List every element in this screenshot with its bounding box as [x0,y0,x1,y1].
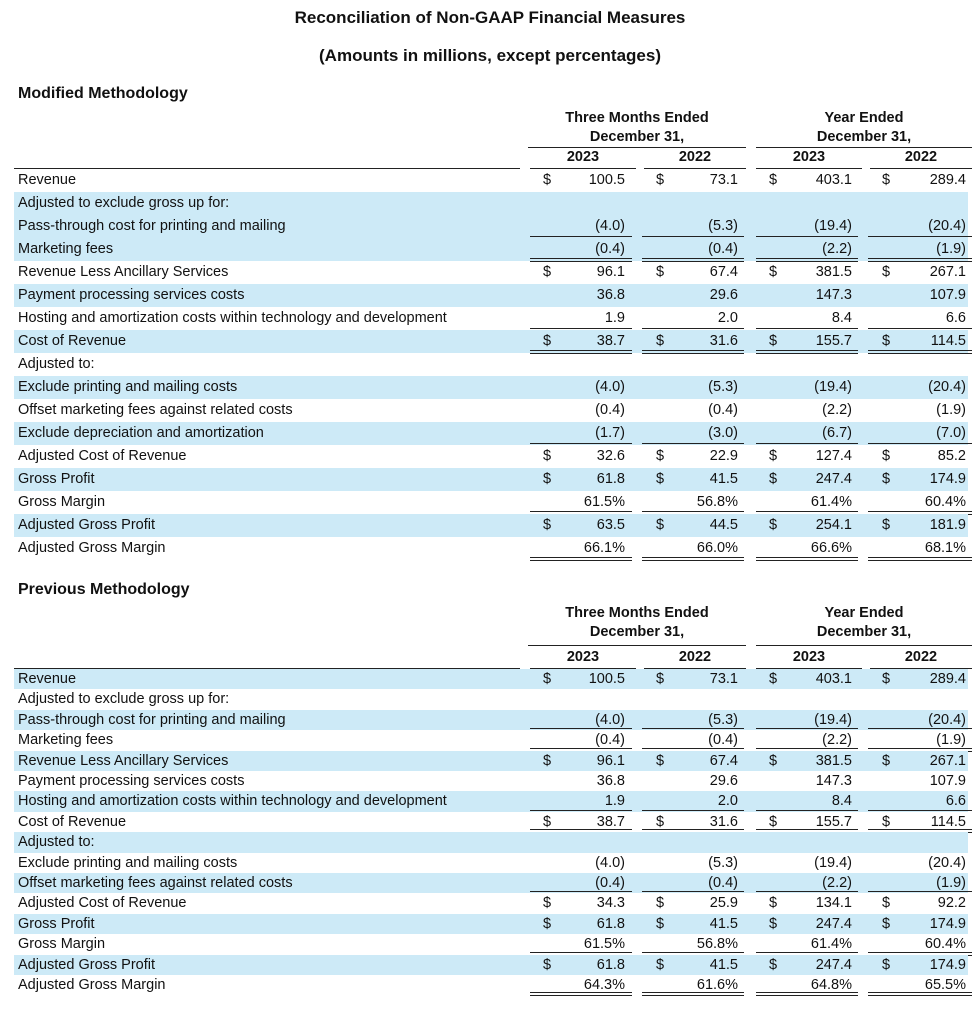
cell-value: 41.5 [709,471,738,487]
row-label: Offset marketing fees against related costs [18,402,293,418]
subtotal-rule [642,328,744,329]
cell-value: 8.4 [831,310,852,326]
cell-value: 29.6 [709,287,738,303]
currency-symbol: $ [882,752,891,769]
cell-value: 114.5 [930,333,966,349]
total-double-rule [530,992,632,996]
table-row [14,169,968,192]
currency-symbol: $ [543,264,552,280]
cell-value: 267.1 [929,752,966,769]
cell-value: 61.4% [810,494,852,510]
currency-symbol: $ [656,956,665,973]
subtotal-rule [642,891,744,892]
year-header: 2023 [792,649,826,665]
currency-symbol: $ [656,671,665,687]
table-row [14,873,968,893]
total-double-rule [642,557,744,561]
cell-value: 100.5 [588,172,625,188]
currency-symbol: $ [656,333,665,349]
row-label: Adjusted Cost of Revenue [18,448,187,464]
cell-value: 22.9 [709,448,738,464]
subtotal-rule [868,728,972,729]
cell-value: 1.9 [604,310,625,326]
cell-value: 67.4 [709,752,738,769]
cell-value: 247.4 [815,956,852,973]
cell-value: 174.9 [929,471,966,487]
cell-value: 67.4 [709,264,738,280]
currency-symbol: $ [656,172,665,188]
total-double-rule [642,992,744,996]
row-label: Gross Profit [18,471,95,487]
row-label: Adjusted Gross Margin [18,977,166,993]
currency-symbol: $ [882,517,891,533]
row-label: Payment processing services costs [18,773,245,789]
subtotal-rule [642,236,744,237]
column-group-subheader: December 31, [816,129,912,145]
subtotal-rule [530,728,632,729]
cell-value: 247.4 [815,915,852,932]
row-label: Cost of Revenue [18,333,127,349]
currency-symbol: $ [769,671,778,687]
cell-value: 41.5 [709,956,738,973]
row-label: Adjusted Gross Profit [18,517,155,533]
currency-symbol: $ [769,264,778,280]
row-label: Adjusted to: [18,834,95,851]
cell-value: 63.5 [596,517,625,533]
table-row [14,975,968,995]
column-group-header: Three Months Ended [565,605,709,621]
cell-value: (5.3) [708,854,738,871]
cell-value: (19.4) [814,711,852,728]
row-label: Payment processing services costs [18,287,245,303]
currency-symbol: $ [656,895,665,912]
subtotal-rule [530,891,632,892]
cell-value: (0.4) [595,402,625,418]
currency-symbol: $ [543,956,552,973]
total-double-rule [868,992,972,996]
table-row [14,399,968,422]
row-label: Adjusted to: [18,356,95,372]
currency-symbol: $ [882,915,891,932]
cell-value: (6.7) [822,425,852,441]
currency-symbol: $ [656,915,665,932]
currency-symbol: $ [656,264,665,280]
cell-value: 61.8 [596,915,625,932]
table-row [14,284,968,307]
column-group-subheader: December 31, [589,624,685,640]
table-row [14,934,968,954]
cell-value: 61.5% [583,936,625,953]
subtotal-rule [530,328,632,329]
cell-value: 1.9 [604,793,625,810]
cell-value: (0.4) [708,402,738,418]
cell-value: (4.0) [595,711,625,728]
cell-value: 66.0% [696,540,738,556]
row-label: Pass-through cost for printing and mailing [18,218,286,234]
currency-symbol: $ [543,172,552,188]
row-label: Hosting and amortization costs within technology and development [18,793,447,810]
cell-value: 289.4 [929,671,966,687]
row-label: Cost of Revenue [18,813,127,830]
table-row [14,422,968,445]
cell-value: (0.4) [708,875,738,891]
cell-value: 92.2 [937,895,966,912]
cell-value: 73.1 [709,671,738,687]
row-label: Pass-through cost for printing and mailing [18,711,286,728]
column-group-subheader: December 31, [589,129,685,145]
row-label: Gross Profit [18,915,95,932]
currency-symbol: $ [543,671,552,687]
total-double-rule [756,557,858,561]
cell-value: (2.2) [822,402,852,418]
table-row [14,853,968,873]
cell-value: 155.7 [815,333,852,349]
row-label: Exclude printing and mailing costs [18,854,238,871]
currency-symbol: $ [882,333,891,349]
cell-value: 25.9 [709,895,738,912]
table-row [14,832,968,852]
subtotal-rule [756,728,858,729]
row-label: Offset marketing fees against related costs [18,875,293,891]
cell-value: 174.9 [929,956,966,973]
cell-value: 31.6 [709,813,738,830]
currency-symbol: $ [882,172,891,188]
cell-value: 134.1 [815,895,852,912]
cell-value: 44.5 [709,517,738,533]
cell-value: 61.5% [583,494,625,510]
table-row [14,330,968,353]
row-label: Revenue [18,671,77,687]
subtotal-rule [868,443,972,444]
cell-value: (20.4) [928,854,966,871]
cell-value: 155.7 [815,813,852,830]
currency-symbol: $ [543,752,552,769]
subtotal-rule [756,810,858,811]
currency-symbol: $ [543,813,552,830]
currency-symbol: $ [769,333,778,349]
currency-symbol: $ [882,671,891,687]
subtotal-rule [868,891,972,892]
currency-symbol: $ [543,448,552,464]
year-header: 2022 [678,649,712,665]
cell-value: 36.8 [596,773,625,789]
section-title: Modified Methodology [18,85,188,102]
cell-value: 96.1 [596,752,625,769]
cell-value: 100.5 [588,671,625,687]
currency-symbol: $ [882,895,891,912]
cell-value: (5.3) [708,379,738,395]
subtotal-rule [530,810,632,811]
cell-value: 147.3 [815,287,852,303]
row-label: Revenue [18,172,77,188]
cell-value: (19.4) [814,854,852,871]
row-label: Adjusted to exclude gross up for: [18,691,230,708]
cell-value: 289.4 [929,172,966,188]
year-header: 2022 [904,649,938,665]
currency-symbol: $ [656,517,665,533]
cell-value: 32.6 [596,448,625,464]
currency-symbol: $ [882,956,891,973]
cell-value: (19.4) [814,218,852,234]
column-group-header: Year Ended [824,110,904,126]
cell-value: 147.3 [815,773,852,789]
cell-value: 61.6% [696,977,738,993]
currency-symbol: $ [769,813,778,830]
cell-value: (0.4) [595,732,625,749]
cell-value: (0.4) [595,875,625,891]
cell-value: 403.1 [815,172,852,188]
table-row [14,893,968,913]
cell-value: 56.8% [696,936,738,953]
cell-value: 56.8% [696,494,738,510]
cell-value: 66.6% [810,540,852,556]
currency-symbol: $ [882,264,891,280]
cell-value: 41.5 [709,915,738,932]
cell-value: 38.7 [596,813,625,830]
cell-value: 85.2 [937,448,966,464]
cell-value: 403.1 [815,671,852,687]
row-label: Gross Margin [18,494,106,510]
cell-value: 2.0 [717,793,738,810]
table-row [14,771,968,791]
row-label: Revenue Less Ancillary Services [18,752,229,769]
cell-value: (1.9) [936,402,966,418]
currency-symbol: $ [882,448,891,464]
cell-value: (2.2) [822,732,852,749]
section-title: Previous Methodology [18,581,190,598]
table-row [14,689,968,709]
cell-value: 181.9 [929,517,966,533]
cell-value: 64.3% [583,977,625,993]
cell-value: (1.9) [936,875,966,891]
year-header: 2023 [792,149,826,165]
currency-symbol: $ [769,895,778,912]
cell-value: (1.7) [595,425,625,441]
cell-value: 73.1 [709,172,738,188]
table-row [14,514,968,537]
cell-value: (0.4) [708,732,738,749]
table-row [14,730,968,750]
subtotal-rule [868,236,972,237]
currency-symbol: $ [543,517,552,533]
cell-value: (4.0) [595,854,625,871]
table-row [14,710,968,730]
column-group-header: Year Ended [824,605,904,621]
currency-symbol: $ [769,915,778,932]
cell-value: (1.9) [936,241,966,257]
currency-symbol: $ [543,333,552,349]
row-label: Revenue Less Ancillary Services [18,264,229,280]
currency-symbol: $ [656,813,665,830]
cell-value: 6.6 [945,310,966,326]
cell-value: (19.4) [814,379,852,395]
table-row [14,955,968,975]
subtotal-rule [642,728,744,729]
table-row [14,353,968,376]
subtotal-rule [756,443,858,444]
row-label: Gross Margin [18,936,106,953]
column-group-rule [756,147,972,148]
cell-value: 254.1 [815,517,852,533]
cell-value: 247.4 [815,471,852,487]
currency-symbol: $ [656,471,665,487]
currency-symbol: $ [543,915,552,932]
cell-value: 65.5% [924,977,966,993]
column-group-rule [528,147,746,148]
cell-value: 267.1 [929,264,966,280]
report-subtitle: (Amounts in millions, except percentages) [319,46,661,65]
table-row [14,468,968,491]
row-label: Exclude depreciation and amortization [18,425,264,441]
total-double-rule [756,992,858,996]
year-header: 2022 [678,149,712,165]
cell-value: 61.8 [596,956,625,973]
cell-value: (5.3) [708,218,738,234]
cell-value: 127.4 [815,448,852,464]
table-row [14,307,968,330]
currency-symbol: $ [882,813,891,830]
currency-symbol: $ [769,752,778,769]
cell-value: (20.4) [928,379,966,395]
cell-value: (20.4) [928,711,966,728]
cell-value: 64.8% [810,977,852,993]
subtotal-rule [756,891,858,892]
column-group-subheader: December 31, [816,624,912,640]
row-label: Adjusted Gross Margin [18,540,166,556]
cell-value: (1.9) [936,732,966,749]
row-label: Exclude printing and mailing costs [18,379,238,395]
table-row [14,192,968,215]
currency-symbol: $ [769,448,778,464]
table-row [14,914,968,934]
column-group-header: Three Months Ended [565,110,709,126]
cell-value: (3.0) [708,425,738,441]
cell-value: (2.2) [822,241,852,257]
year-header: 2022 [904,149,938,165]
cell-value: 31.6 [709,333,738,349]
subtotal-rule [756,328,858,329]
cell-value: 60.4% [924,936,966,953]
cell-value: 381.5 [815,264,852,280]
subtotal-rule [868,810,972,811]
subtotal-rule [530,236,632,237]
currency-symbol: $ [769,471,778,487]
table-row [14,537,968,560]
currency-symbol: $ [656,448,665,464]
year-header: 2023 [566,649,600,665]
cell-value: 107.9 [929,773,966,789]
cell-value: 174.9 [929,915,966,932]
cell-value: 66.1% [583,540,625,556]
table-row [14,376,968,399]
cell-value: 61.4% [810,936,852,953]
table-row [14,215,968,238]
currency-symbol: $ [769,956,778,973]
cell-value: 6.6 [945,793,966,810]
cell-value: 34.3 [596,895,625,912]
subtotal-rule [642,810,744,811]
subtotal-rule [756,236,858,237]
column-group-rule [756,645,972,646]
report-title: Reconciliation of Non-GAAP Financial Measures [294,8,686,27]
cell-value: 2.0 [717,310,738,326]
cell-value: 36.8 [596,287,625,303]
table-row [14,812,968,832]
cell-value: 29.6 [709,773,738,789]
currency-symbol: $ [543,471,552,487]
cell-value: 8.4 [831,793,852,810]
subtotal-rule [642,443,744,444]
table-row [14,751,968,771]
cell-value: (0.4) [708,241,738,257]
cell-value: 96.1 [596,264,625,280]
cell-value: (4.0) [595,379,625,395]
year-header: 2023 [566,149,600,165]
column-group-rule [528,645,746,646]
table-row [14,791,968,811]
table-row [14,261,968,284]
cell-value: 107.9 [929,287,966,303]
currency-symbol: $ [769,517,778,533]
subtotal-rule [868,328,972,329]
cell-value: 60.4% [924,494,966,510]
cell-value: 68.1% [924,540,966,556]
currency-symbol: $ [769,172,778,188]
cell-value: (2.2) [822,875,852,891]
currency-symbol: $ [882,471,891,487]
currency-symbol: $ [656,752,665,769]
currency-symbol: $ [543,895,552,912]
cell-value: 381.5 [815,752,852,769]
cell-value: 61.8 [596,471,625,487]
table-row [14,238,968,261]
cell-value: (7.0) [936,425,966,441]
row-label: Adjusted Cost of Revenue [18,895,187,912]
row-label: Hosting and amortization costs within technology and development [18,310,447,326]
table-row [14,491,968,514]
cell-value: (4.0) [595,218,625,234]
cell-value: (0.4) [595,241,625,257]
cell-value: (5.3) [708,711,738,728]
table-row [14,669,968,689]
row-label: Adjusted to exclude gross up for: [18,195,230,211]
row-label: Marketing fees [18,732,114,749]
cell-value: 114.5 [930,813,966,830]
row-label: Marketing fees [18,241,114,257]
cell-value: 38.7 [596,333,625,349]
table-row [14,445,968,468]
total-double-rule [530,557,632,561]
total-double-rule [868,557,972,561]
subtotal-rule [530,443,632,444]
cell-value: (20.4) [928,218,966,234]
row-label: Adjusted Gross Profit [18,956,155,973]
